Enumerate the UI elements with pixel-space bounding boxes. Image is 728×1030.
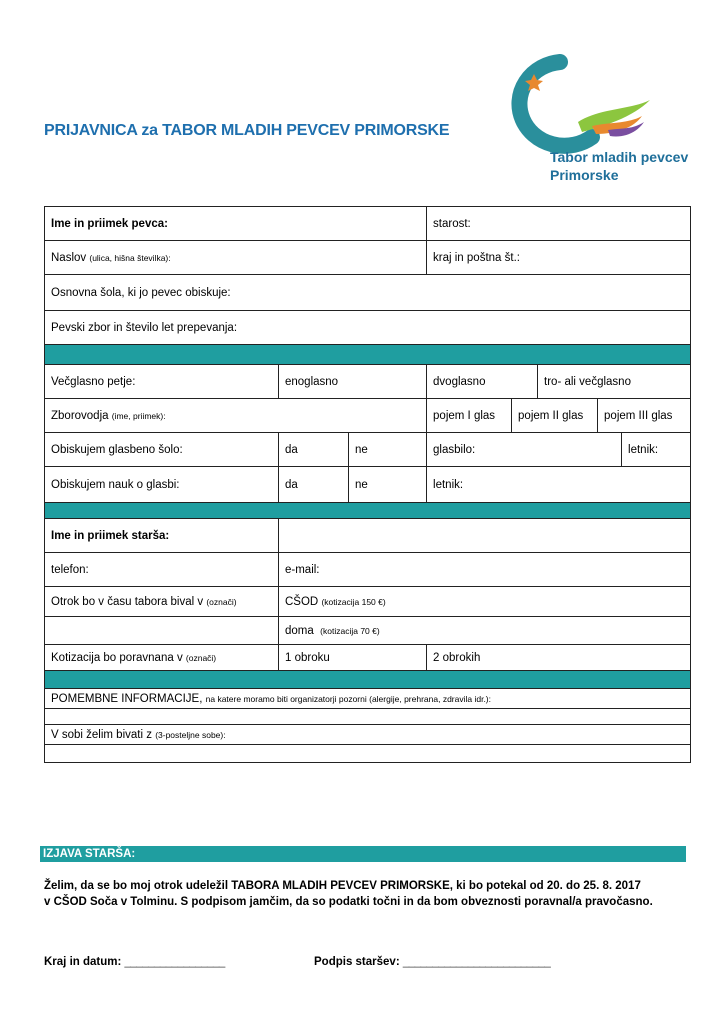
option-home[interactable] — [279, 617, 691, 645]
parent-name-label: Ime in priimek starša: — [45, 519, 279, 553]
empty-cell — [45, 617, 279, 645]
home-fee: (kotizacija 70 €) — [320, 625, 380, 636]
conductor-label: Zborovodja — [51, 409, 109, 422]
registration-form — [44, 206, 691, 763]
place-date-field[interactable] — [44, 956, 225, 968]
payment-hint: (označi) — [185, 652, 217, 663]
choir-field[interactable]: Pevski zbor in število let prepevanja: — [45, 311, 691, 345]
option-two-voice[interactable]: dvoglasno — [427, 365, 538, 399]
option-mono[interactable]: enoglasno — [279, 365, 427, 399]
section-divider — [45, 503, 691, 519]
declaration-line1: Želim, da se bo moj otrok udeležil TABORA MLADIH PEVCEV PRIMORSKE, ki bo potekal od 20. do 25. 8. 2017 — [44, 880, 641, 892]
option-voice-2[interactable]: pojem II glas — [512, 399, 598, 433]
section-divider — [45, 345, 691, 365]
option-voice-1[interactable]: pojem I glas — [427, 399, 512, 433]
phone-field[interactable]: telefon: — [45, 553, 279, 587]
important-info-field[interactable] — [45, 709, 691, 725]
instrument-field[interactable]: glasbilo: — [427, 433, 622, 467]
school-field[interactable]: Osnovna šola, ki jo pevec obiskuje: — [45, 275, 691, 311]
age-field[interactable]: starost: — [427, 207, 691, 241]
signature-label: Podpis staršev: — [314, 956, 400, 968]
music-school-label: Obiskujem glasbeno šolo: — [45, 433, 279, 467]
room-label — [45, 725, 691, 745]
option-two-payments[interactable]: 2 obrokih — [427, 645, 691, 671]
important-label: POMEMBNE INFORMACIJE, — [51, 692, 203, 705]
theory-yes[interactable]: da — [279, 467, 349, 503]
address-label: Naslov — [51, 251, 87, 264]
place-date-label: Kraj in datum: — [44, 956, 122, 968]
town-post-field[interactable]: kraj in poštna št.: — [427, 241, 691, 275]
stay-hint: (označi) — [206, 596, 237, 607]
section-divider — [45, 671, 691, 689]
logo-text-line1: Tabor mladih pevcev — [550, 149, 689, 165]
conductor-field[interactable] — [45, 399, 427, 433]
payment-label — [45, 645, 279, 671]
csod-label: CŠOD — [285, 595, 319, 608]
option-voice-3[interactable]: pojem III glas — [598, 399, 691, 433]
music-school-no[interactable]: ne — [349, 433, 427, 467]
theory-year-field[interactable]: letnik: — [427, 467, 691, 503]
important-hint: na katere moramo biti organizatorji pozorni (alergije, prehrana, zdravila idr.): — [205, 693, 491, 704]
email-field[interactable]: e-mail: — [279, 553, 691, 587]
room-text: V sobi želim bivati z — [51, 728, 152, 741]
room-hint: (3-posteljne sobe): — [155, 729, 226, 740]
option-csod[interactable] — [279, 587, 691, 617]
music-school-year-field[interactable]: letnik: — [622, 433, 691, 467]
conductor-hint: (ime, priimek): — [111, 410, 166, 421]
payment-text: Kotizacija bo poravnana v — [51, 651, 183, 664]
room-field[interactable] — [45, 745, 691, 763]
theory-no[interactable]: ne — [349, 467, 427, 503]
address-hint: (ulica, hišna številka): — [89, 252, 171, 263]
declaration-line2: v CŠOD Soča v Tolminu. S podpisom jamčim, da so podatki točni in da bom obveznosti poravnal/a pravočasno. — [44, 896, 653, 908]
theory-label: Obiskujem nauk o glasbi: — [45, 467, 279, 503]
place-date-line: _________________ — [124, 956, 225, 968]
stay-text: Otrok bo v času tabora bival v — [51, 595, 204, 608]
home-label: doma — [285, 624, 314, 637]
music-school-yes[interactable]: da — [279, 433, 349, 467]
declaration-heading: IZJAVA STARŠA: — [40, 846, 686, 862]
address-field[interactable] — [45, 241, 427, 275]
declaration-text — [44, 878, 653, 910]
csod-fee: (kotizacija 150 €) — [321, 596, 386, 607]
parent-name-field[interactable] — [279, 519, 691, 553]
option-three-voice[interactable]: tro- ali večglasno — [538, 365, 691, 399]
singer-name-field[interactable]: Ime in priimek pevca: — [45, 207, 427, 241]
logo-bird — [540, 89, 572, 130]
important-info-label — [45, 689, 691, 709]
signature-field[interactable] — [314, 956, 550, 968]
logo-text-line2: Primorske — [550, 167, 619, 183]
option-one-payment[interactable]: 1 obroku — [279, 645, 427, 671]
logo-text — [550, 148, 688, 184]
signature-line: _________________________ — [402, 956, 551, 968]
polyphony-label: Večglasno petje: — [45, 365, 279, 399]
stay-label — [45, 587, 279, 617]
page-title: PRIJAVNICA za TABOR MLADIH PEVCEV PRIMORSKE — [44, 122, 450, 139]
